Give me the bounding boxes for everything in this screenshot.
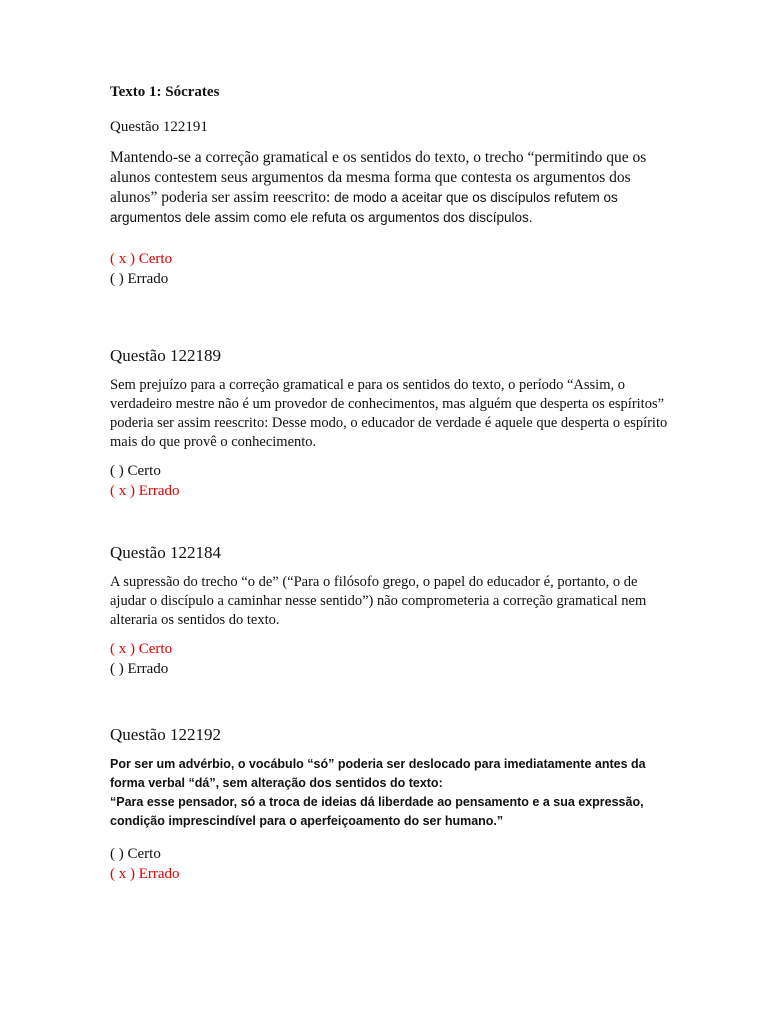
question-text-part: Mantendo-se a correção gramatical e os sentidos do texto, o trecho “permitindo que os alunos contestem seus argumentos da mesma forma que contesta os argumentos dos alunos” poderia ser assim reescrito: (110, 149, 647, 206)
question-text: A supressão do trecho “o de” (“Para o filósofo grego, o papel do educador é, portanto, o de ajudar o discípulo a caminhar nesse sentido”) não comprometeria a correção gramatical nem alteraria os sentidos do texto. (110, 574, 647, 628)
question-heading: Questão 122191 (110, 119, 208, 135)
answer-options (110, 845, 670, 884)
option-certo[interactable]: ( x ) Certo (110, 251, 173, 267)
option-errado[interactable]: ( ) Errado (110, 270, 169, 287)
document-title: Texto 1: Sócrates (110, 84, 220, 100)
answer-options (110, 640, 670, 679)
question-text: Sem prejuízo para a correção gramatical e para os sentidos do texto, o período “Assim, o verdadeiro mestre não é um provedor de conhecimentos, mas alguém que desperta os espíritos” poderia ser assim reescrito: Desse modo, o educador de verdade é aquele que desperta o espírito mais do que provê o conhecimento. (110, 377, 668, 450)
answer-options (110, 462, 670, 501)
question-block-122184 (110, 543, 670, 679)
option-errado[interactable]: ( x ) Errado (110, 865, 180, 882)
question-block-122191 (110, 84, 670, 289)
option-certo[interactable]: ( ) Certo (110, 463, 161, 479)
question-text-part: de modo a aceitar que os discípulos refutem os argumentos dele assim como ele refuta os argumentos dos discípulos. (110, 190, 618, 225)
question-heading: Questão 122184 (110, 543, 221, 562)
question-heading: Questão 122192 (110, 725, 221, 744)
option-certo[interactable]: ( x ) Certo (110, 641, 173, 657)
question-text: Por ser um advérbio, o vocábulo “só” poderia ser deslocado para imediatamente antes da forma verbal “dá”, sem alteração dos sentidos do texto: (110, 757, 646, 790)
question-text (110, 148, 670, 228)
question-block-122189 (110, 346, 670, 501)
answer-options (110, 250, 670, 289)
quoted-sentence: “Para esse pensador, só a troca de ideias dá liberdade ao pensamento e a sua expressão, condição imprescindível para o aperfeiçoamento do ser humano.” (110, 795, 644, 828)
option-errado[interactable]: ( ) Errado (110, 660, 169, 677)
option-errado[interactable]: ( x ) Errado (110, 482, 180, 499)
option-certo[interactable]: ( ) Certo (110, 846, 161, 862)
question-heading: Questão 122189 (110, 346, 221, 365)
question-block-122192 (110, 725, 670, 884)
